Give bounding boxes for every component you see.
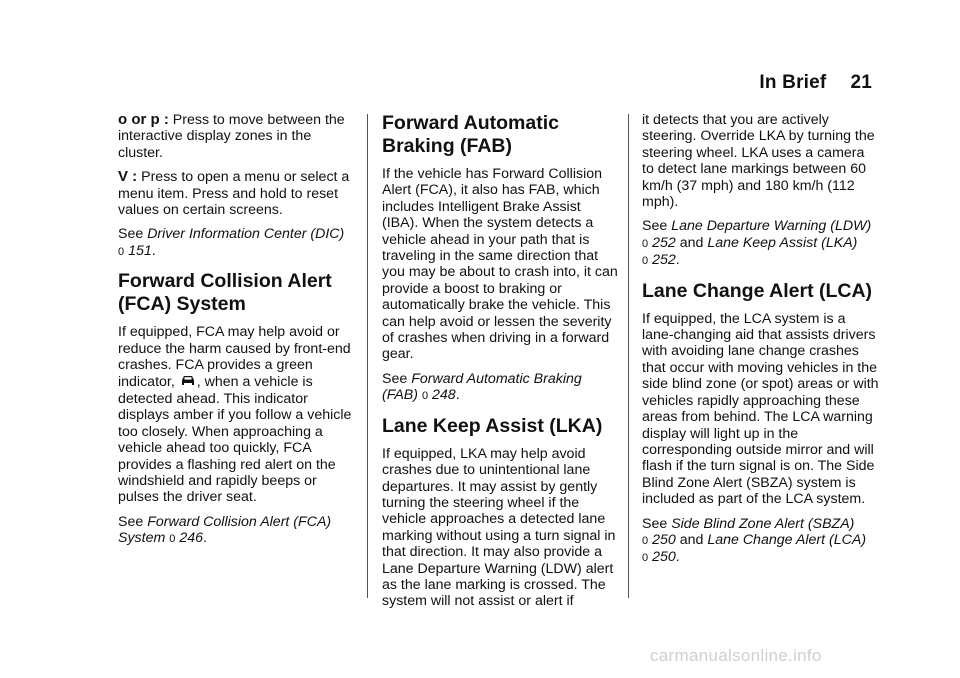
paragraph-fab: If the vehicle has Forward Collision Alert (FCA), it also has FAB, which includes Intelligent Brake Assist (IBA). When the system detects a vehicle ahead in your path that is traveling in the same direction that you may be about to crash into, it can provide a boost to braking or automatically brake the vehicle. This can help avoid or lessen the severity of crashes when driving in a forward gear. bbox=[382, 166, 618, 363]
page-header bbox=[759, 72, 872, 94]
column-3 bbox=[642, 112, 880, 575]
paragraph-lka: If equipped, LKA may help avoid crashes due to unintentional lane departures. It may assist by gently turning the steering wheel if the vehicle approaches a detected lane marking without using a turn signal in that direction. It may also provide a Lane Departure Warning (LDW) alert as the lane marking is crossed. The system will not assist or alert if bbox=[382, 445, 616, 610]
left-right-arrows-icon: o or p : bbox=[118, 111, 169, 128]
reference-fab: See Forward Automatic Braking (FAB) 0 248. bbox=[382, 370, 582, 404]
reference-link[interactable]: Lane Change Alert (LCA) bbox=[707, 531, 867, 548]
reference-link[interactable]: Forward Collision Alert (FCA) System bbox=[118, 513, 332, 547]
page-ref-icon: 0 bbox=[642, 237, 649, 250]
page-ref-icon: 0 bbox=[118, 245, 125, 258]
reference-lka: See Lane Departure Warning (LDW) 0 252 and Lane Keep Assist (LKA) 0 252. bbox=[642, 218, 872, 269]
heading-fca: Forward Collision Alert (FCA) System bbox=[118, 270, 332, 316]
reference-link[interactable]: Lane Departure Warning (LDW) bbox=[671, 218, 872, 235]
page-ref[interactable]: 246 bbox=[179, 530, 204, 547]
page-ref[interactable]: 250 bbox=[652, 549, 676, 566]
page-ref-icon: 0 bbox=[642, 255, 649, 268]
heading-lka: Lane Keep Assist (LKA) bbox=[382, 414, 603, 437]
reference-lca: See Side Blind Zone Alert (SBZA) 0 250 and Lane Change Alert (LCA) 0 250. bbox=[642, 515, 867, 566]
reference-link[interactable]: Side Blind Zone Alert (SBZA) bbox=[671, 515, 855, 532]
column-divider bbox=[367, 114, 368, 598]
column-1 bbox=[118, 112, 356, 556]
reference-fca: See Forward Collision Alert (FCA) System 0 246. bbox=[118, 513, 332, 547]
column-2 bbox=[382, 112, 620, 618]
page-number: 21 bbox=[850, 72, 872, 93]
reference-link[interactable]: Forward Automatic Braking (FAB) bbox=[382, 370, 582, 404]
reference-link[interactable]: Lane Keep Assist (LKA) bbox=[707, 234, 858, 251]
page-ref[interactable]: 151 bbox=[128, 242, 152, 259]
page-ref-icon: 0 bbox=[169, 533, 176, 546]
paragraph-lka-continued: it detects that you are actively steering. Override LKA by turning the steering wheel. LKA uses a camera to detect lane markings between 60 km/h (37 mph) and 180 km/h (112 mph). bbox=[642, 112, 875, 211]
page-ref-icon: 0 bbox=[642, 534, 649, 547]
page-ref[interactable]: 252 bbox=[652, 234, 676, 251]
heading-fab: Forward Automatic Braking (FAB) bbox=[382, 112, 559, 157]
paragraph-fca: If equipped, FCA may help avoid or reduce the harm caused by front-end crashes. FCA provides a green indicator, , when a vehicle is detected ahead. This indicator displays amber if you follow a vehicle too closely. When approaching a vehicle ahead too quickly, FCA provides a flashing red alert on the windshield and rapidly beeps or pulses the driver seat. bbox=[118, 324, 352, 506]
section-title: In Brief bbox=[759, 72, 827, 93]
page-ref[interactable]: 252 bbox=[652, 252, 676, 269]
page-ref[interactable]: 250 bbox=[652, 531, 676, 548]
reference-dic: See Driver Information Center (DIC) 0 151. bbox=[118, 226, 345, 259]
reference-link[interactable]: Driver Information Center (DIC) bbox=[147, 226, 345, 243]
watermark: carmanualsonline.info bbox=[650, 646, 822, 665]
checkmark-icon: V : bbox=[118, 168, 138, 186]
page-ref-icon: 0 bbox=[642, 552, 649, 565]
page-ref[interactable]: 248 bbox=[432, 387, 456, 404]
page-ref-icon: 0 bbox=[421, 390, 429, 403]
column-divider bbox=[628, 114, 629, 598]
paragraph-lca: If equipped, the LCA system is a lane-changing aid that assists drivers with avoiding lane change crashes that occur with moving vehicles in the side blind zone (or spot) areas or with vehicles rapidly approaching these areas from behind. The LCA warning display will light up in the corresponding outside mirror and will flash if the turn signal is on. The Side Blind Zone Alert (SBZA) system is included as part of the LCA system. bbox=[642, 310, 879, 508]
vehicle-ahead-icon bbox=[180, 373, 196, 389]
heading-lca: Lane Change Alert (LCA) bbox=[642, 279, 873, 302]
paragraph-zone-controls: o or p : Press to move between the interactive display zones in the cluster. bbox=[118, 111, 345, 161]
paragraph-select: V : Press to open a menu or select a menu item. Press and hold to reset values on certain screens. bbox=[118, 168, 350, 219]
